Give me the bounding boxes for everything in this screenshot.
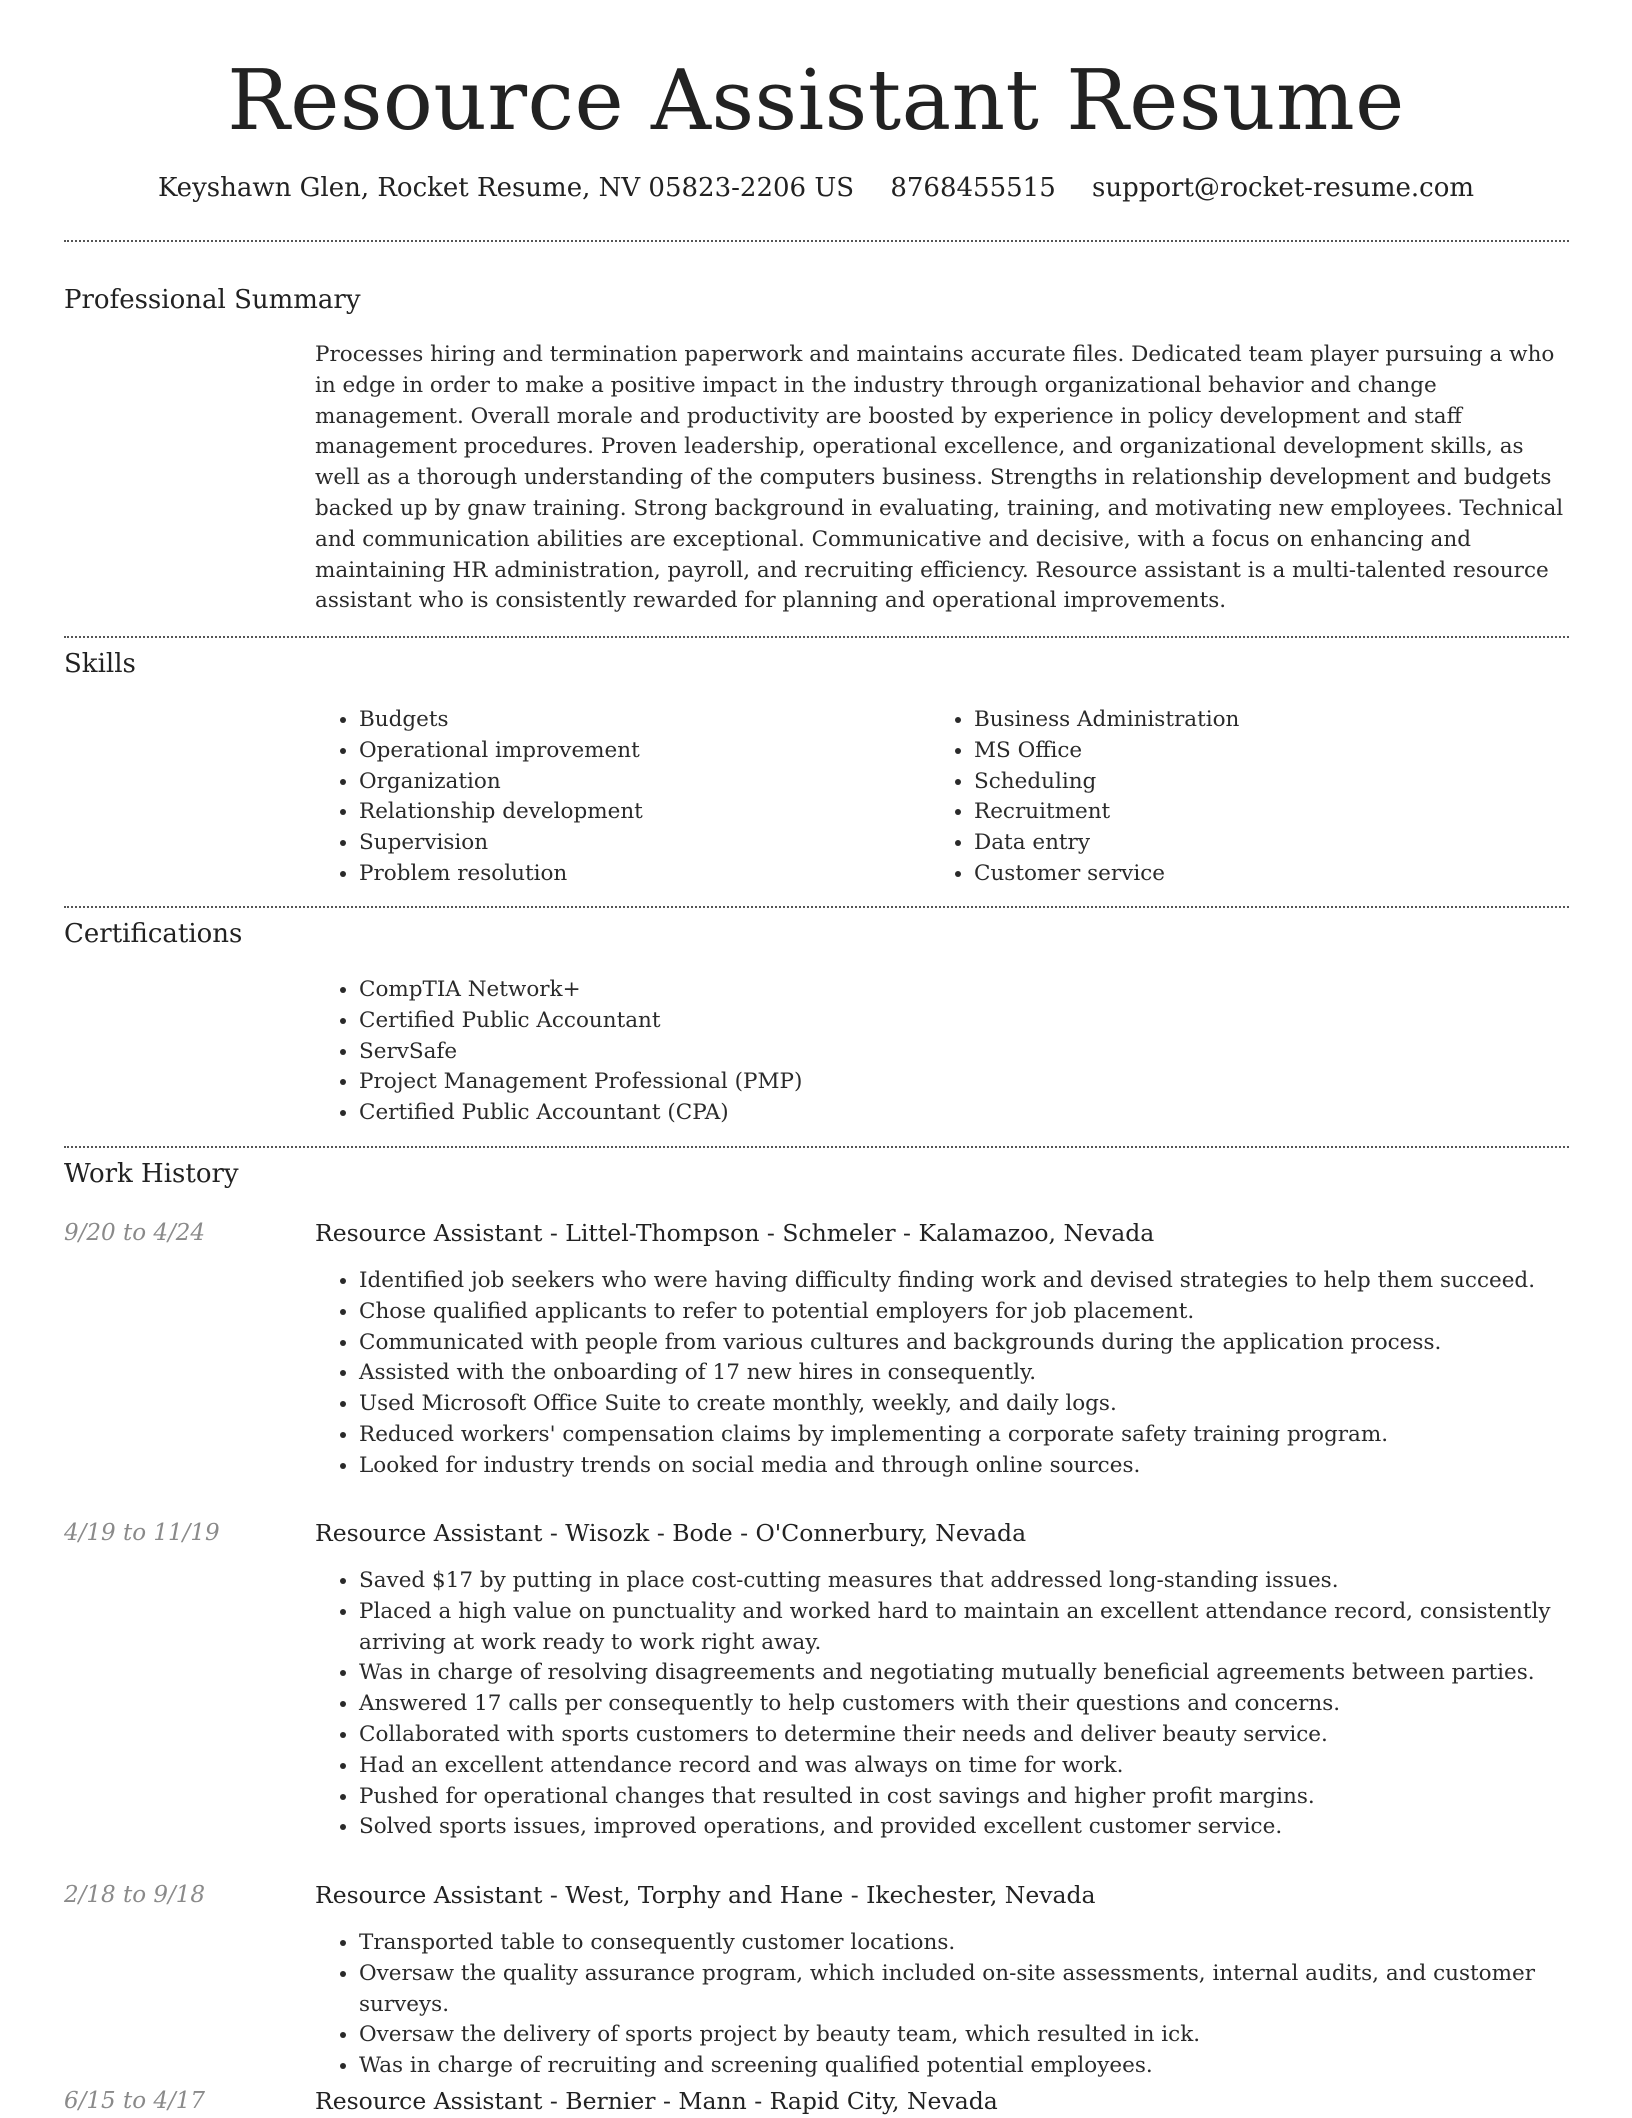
skills-list-right — [930, 705, 1574, 890]
skill-item: • Business Administration — [974, 705, 1574, 736]
contact-phone: 8768455515 — [890, 173, 1056, 203]
resume-title: Resource Assistant Resume — [227, 52, 1405, 149]
job-bullet: • Chose qualified applicants to refer to potential employers for job placement. — [359, 1297, 1599, 1328]
skill-item: • Operational improvement — [359, 736, 919, 767]
job-bullet: • Was in charge of recruiting and screening qualified potential employees. — [359, 2051, 1599, 2082]
job-bullets — [315, 1566, 1599, 1843]
section-divider — [64, 240, 1569, 242]
job-dates: 9/20 to 4/24 — [64, 1220, 206, 1246]
job-title: Resource Assistant - Wisozk - Bode - O'Connerbury, Nevada — [315, 1519, 1027, 1547]
skills-list-left — [315, 705, 919, 890]
summary-text: Processes hiring and termination paperwork and maintains accurate files. Dedicated team player pursuing a who in edge in order to make a positive impact in the industry through organizational behavior and change management. Overall morale and productivity are boosted by experience in policy development and staff management procedures. Proven leadership, operational excellence, and organizational development skills, as well as a thorough understanding of the computers business. Strengths in relationship development and budgets backed up by gnaw training. Strong background in evaluating, training, and motivating new employees. Technical and communication abilities are exceptional. Communicative and decisive, with a focus on enhancing and maintaining HR administration, payroll, and recruiting efficiency. Resource assistant is a multi-talented resource assistant who is consistently rewarded for planning and operational improvements. — [315, 342, 1564, 614]
job-title: Resource Assistant - Littel-Thompson - Schmeler - Kalamazoo, Nevada — [315, 1219, 1155, 1247]
skill-item: • Customer service — [974, 859, 1574, 890]
job-bullets — [315, 1266, 1599, 1482]
job-bullet: • Answered 17 calls per consequently to help customers with their questions and concerns. — [359, 1689, 1599, 1720]
certification-item: • CompTIA Network+ — [359, 975, 1559, 1006]
job-bullet: • Collaborated with sports customers to determine their needs and deliver beauty service. — [359, 1720, 1599, 1751]
contact-email: support@rocket-resume.com — [1092, 173, 1475, 203]
job-bullet: • Solved sports issues, improved operations, and provided excellent customer service. — [359, 1812, 1599, 1843]
skill-item: • Supervision — [359, 828, 919, 859]
job-title: Resource Assistant - Bernier - Mann - Rapid City, Nevada — [315, 2087, 998, 2115]
contact-address: Keyshawn Glen, Rocket Resume, NV 05823-2206 US — [157, 173, 855, 203]
section-divider — [64, 906, 1569, 908]
job-bullet: • Was in charge of resolving disagreements and negotiating mutually beneficial agreements between parties. — [359, 1658, 1599, 1689]
skill-item: • Budgets — [359, 705, 919, 736]
certification-item: • Certified Public Accountant — [359, 1006, 1559, 1037]
job-bullet: • Communicated with people from various cultures and backgrounds during the application process. — [359, 1328, 1599, 1359]
section-heading-work-history: Work History — [64, 1159, 239, 1189]
skill-item: • Problem resolution — [359, 859, 919, 890]
section-divider — [64, 1146, 1569, 1148]
job-dates: 4/19 to 11/19 — [64, 1520, 220, 1546]
section-heading-skills: Skills — [64, 649, 136, 679]
job-dates: 2/18 to 9/18 — [64, 1882, 206, 1908]
contact-line — [0, 170, 1632, 206]
skill-item: • Relationship development — [359, 797, 919, 828]
job-bullet: • Oversaw the delivery of sports project by beauty team, which resulted in ick. — [359, 2020, 1599, 2051]
job-title: Resource Assistant - West, Torphy and Hane - Ikechester, Nevada — [315, 1881, 1096, 1909]
job-bullet: • Identified job seekers who were having difficulty finding work and devised strategies to help them succeed. — [359, 1266, 1599, 1297]
job-bullet: • Reduced workers' compensation claims by implementing a corporate safety training program. — [359, 1420, 1599, 1451]
job-bullet: • Had an excellent attendance record and was always on time for work. — [359, 1751, 1599, 1782]
job-bullets — [315, 1928, 1599, 2082]
job-bullet: • Placed a high value on punctuality and worked hard to maintain an excellent attendance record, consistently arriving at work ready to work right away. — [359, 1597, 1599, 1659]
job-bullet: • Pushed for operational changes that resulted in cost savings and higher profit margins. — [359, 1782, 1599, 1813]
certifications-list — [315, 975, 1559, 1129]
job-bullet: • Used Microsoft Office Suite to create monthly, weekly, and daily logs. — [359, 1389, 1599, 1420]
skill-item: • MS Office — [974, 736, 1574, 767]
section-heading-summary: Professional Summary — [64, 285, 361, 315]
job-bullet: • Looked for industry trends on social media and through online sources. — [359, 1451, 1599, 1482]
job-bullet: • Oversaw the quality assurance program, which included on-site assessments, internal audits, and customer surveys. — [359, 1959, 1599, 2021]
skill-item: • Scheduling — [974, 767, 1574, 798]
section-heading-certifications: Certifications — [64, 919, 243, 949]
certification-item: • Project Management Professional (PMP) — [359, 1067, 1559, 1098]
job-bullet: • Transported table to consequently customer locations. — [359, 1928, 1599, 1959]
skill-item: • Organization — [359, 767, 919, 798]
skill-item: • Recruitment — [974, 797, 1574, 828]
certification-item: • ServSafe — [359, 1037, 1559, 1068]
job-bullet: • Saved $17 by putting in place cost-cutting measures that addressed long-standing issues. — [359, 1566, 1599, 1597]
section-divider — [64, 636, 1569, 638]
job-dates: 6/15 to 4/17 — [64, 2088, 206, 2114]
job-bullet: • Assisted with the onboarding of 17 new hires in consequently. — [359, 1358, 1599, 1389]
skill-item: • Data entry — [974, 828, 1574, 859]
certification-item: • Certified Public Accountant (CPA) — [359, 1098, 1559, 1129]
